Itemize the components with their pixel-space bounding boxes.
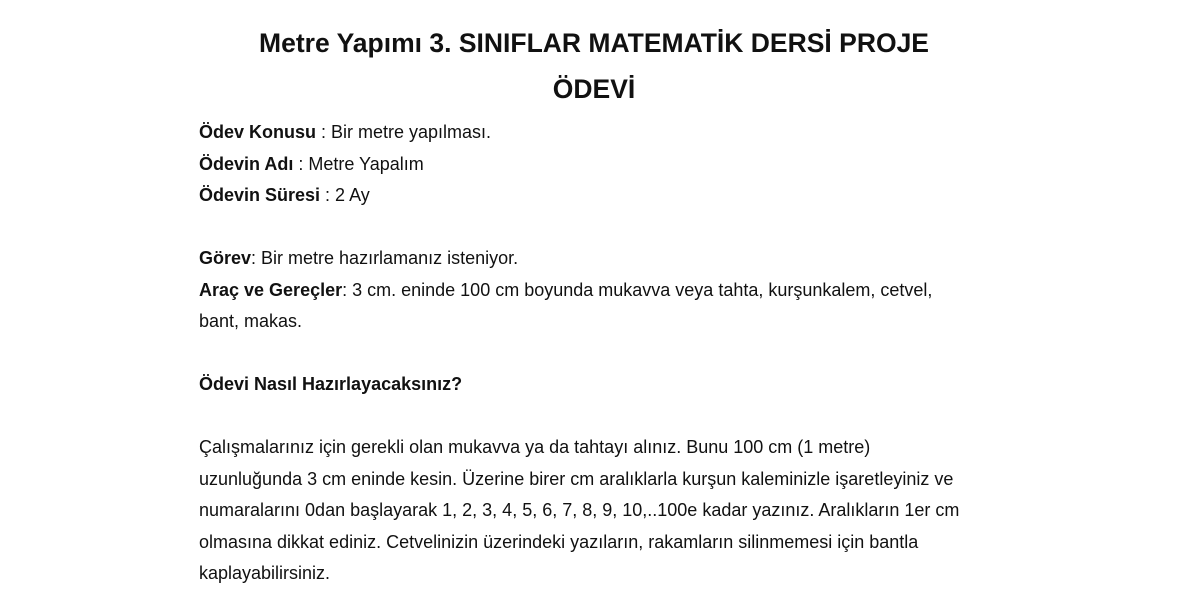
paragraph-line: numaralarını 0dan başlayarak 1, 2, 3, 4, 5, 6, 7, 8, 9, 10,..100e kadar yazınız. Aralıkların 1er cm xyxy=(199,500,960,520)
field-value: : Bir metre yapılması. xyxy=(316,122,492,142)
field-label: Ödevin Adı xyxy=(199,153,294,174)
title-line-1: Metre Yapımı 3. SINIFLAR MATEMATİK DERSİ PROJE xyxy=(259,28,929,58)
field-arac-gerecler-continued: bant, makas. xyxy=(199,311,303,331)
field-odevin-adi xyxy=(199,149,999,181)
field-label: Ödevin Süresi xyxy=(199,185,321,205)
title-line-2: ÖDEVİ xyxy=(552,74,636,104)
field-gorev xyxy=(199,243,999,275)
instructions-paragraph xyxy=(199,432,999,590)
field-value: : 2 Ay xyxy=(320,185,370,205)
document-body xyxy=(199,117,999,590)
spacer xyxy=(199,401,999,433)
spacer xyxy=(199,212,999,244)
paragraph-line: Çalışmalarınız için gerekli olan mukavva ya da tahtayı alınız. Bunu 100 cm (1 metre) xyxy=(199,437,871,457)
paragraph-line: olmasına dikkat ediniz. Cetvelinizin üzerindeki yazıların, rakamların silinmemesi için bantla xyxy=(199,531,919,552)
spacer xyxy=(199,338,999,370)
section-heading: Ödevi Nasıl Hazırlayacaksınız? xyxy=(199,374,463,394)
field-value: : Bir metre hazırlamanız isteniyor. xyxy=(251,248,519,268)
field-label: Görev xyxy=(199,248,252,268)
field-odev-konusu xyxy=(199,117,999,149)
field-arac-gerecler xyxy=(199,275,999,307)
document-title xyxy=(0,20,1188,112)
field-value: : 3 cm. eninde 100 cm boyunda mukavva veya tahta, kurşunkalem, cetvel, xyxy=(342,279,933,300)
field-odevin-suresi xyxy=(199,180,999,212)
field-label: Araç ve Gereçler xyxy=(199,279,343,300)
paragraph-line: kaplayabilirsiniz. xyxy=(199,563,331,583)
field-label: Ödev Konusu xyxy=(199,122,317,142)
field-value: : Metre Yapalım xyxy=(293,153,424,174)
paragraph-line: uzunluğunda 3 cm eninde kesin. Üzerine birer cm aralıklarla kurşun kaleminizle işaretleyiniz ve xyxy=(199,468,954,489)
